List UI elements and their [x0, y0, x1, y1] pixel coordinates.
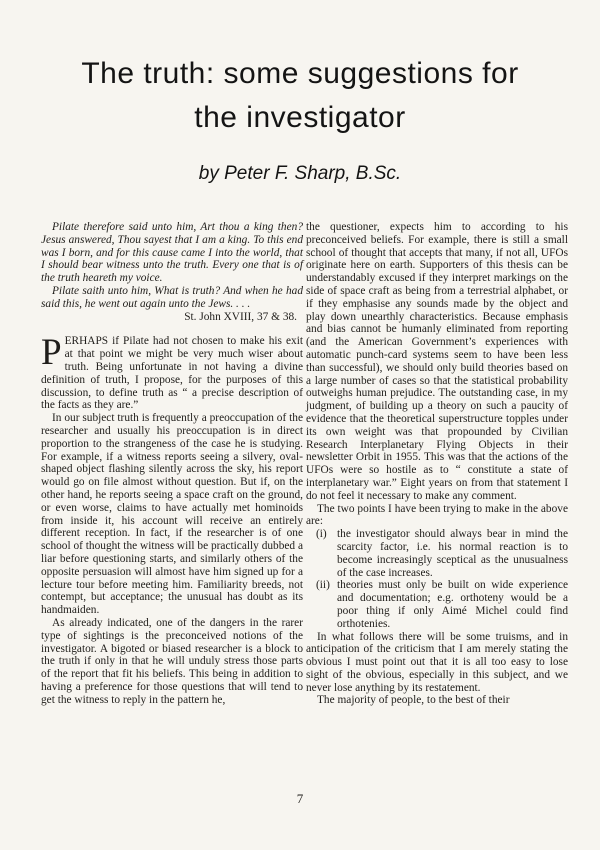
right-column [306, 221, 568, 707]
opening-paragraph-text: ERHAPS if Pilate had not chosen to make his exit at that point we might be very much wiser about truth. Being unfortunate in not having a divine definition of truth, I propose, for the purposes of this discussion, to define truth as “ a precise description of the facts as they are.” [41, 335, 303, 412]
list-item-text: the investigator should always bear in mind the scarcity factor, i.e. his normal reaction is to become increasingly sceptical as the unusualness of the case increases. [337, 528, 568, 579]
opening-paragraph [41, 332, 303, 412]
article-title [0, 52, 600, 140]
list-item-text: theories must only be built on wide experience and documentation; e.g. orthoteny would be a poor thing if only Aimé Michel could find orthotenies. [337, 579, 568, 630]
title-line-2: the investigator [194, 101, 406, 134]
body-paragraph: The two points I have been trying to make in the above are: [306, 502, 568, 528]
body-paragraph: As already indicated, one of the dangers in the rarer type of sightings is the preconceived notions of the investigator. A bigoted or biased researcher is a block to the truth if only in that he will unduly stress those parts of the report that fit his beliefs. This being in addition to having a preference for those questions that will tend to get the witness to reply in the pattern he, [41, 616, 303, 706]
epigraph-paragraph-2: Pilate saith unto him, What is truth? And when he had said this, he went out again unto the Jews. . . . [41, 284, 303, 310]
points-list [306, 528, 568, 630]
list-item [306, 579, 568, 630]
drop-cap: P [41, 332, 62, 374]
list-item-number: (ii) [316, 579, 330, 592]
left-column [41, 221, 303, 706]
title-line-1: The truth: some suggestions for [81, 57, 519, 90]
body-paragraph: the questioner, expects him to according to his preconceived beliefs. For example, there is still a small school of thought that accepts that many, if not all, UFOs originate here on earth. Supporters of this thesis can be understandably excused if they interpret markings on the side of space craft as being from a terrestrial alphabet, or if they emphasise any sounds made by the object and play down unearthly characteristics. Because emphasis and bias cannot be humanly eliminated from reporting (and the American Government’s experiences with automatic punch-card systems seem to have been less than successful), we should only build theories based on a large number of cases so that the statistical probability outweighs human prejudice. The outstanding case, in my judgment, of building up a theory on such a paucity of evidence that the theoretical superstructure topples under its own weight was that propounded by Civilian Research Interplanetary Flying Objects in their newsletter Orbit in 1955. This was that the actions of the UFOs were so hostile as to “ constitute a state of interplanetary war.” Eight years on from that statement I do not feel it necessary to make any comment. [306, 221, 568, 502]
section-gap [41, 323, 303, 335]
list-item [306, 528, 568, 579]
epigraph-paragraph-1: Pilate therefore said unto him, Art thou a king then? Jesus answered, Thou sayest that I am a king. To this end was I born, and for this cause came I into the world, that I should bear witness unto the truth. Every one that is of the truth heareth my voice. [41, 221, 303, 285]
article-byline: by Peter F. Sharp, B.Sc. [198, 163, 402, 184]
page-number: 7 [296, 791, 304, 806]
body-paragraph: In what follows there will be some truisms, and in anticipation of the criticism that I am merely stating the obvious I must point out that it is all too easy to lose sight of the obvious, especially in this subject, and we never lose anything by its restatement. [306, 630, 568, 694]
list-item-number: (i) [316, 528, 327, 541]
body-paragraph: In our subject truth is frequently a preoccupation of the researcher and usually his preoccupation is in direct proportion to the strangeness of the case he is studying. For example, if a witness reports seeing a silvery, oval-shaped object flashing silently across the sky, his report would go on file almost without question. But if, on the other hand, he reports seeing a space craft on the ground, or even worse, claims to have actually met hominoids from inside it, his account will receive an entirely different reception. In fact, if the researcher is of one school of thought the witness will be practically dubbed a liar before questioning starts, and similarly others of the opposite persuasion will almost have him signed up for a lecture tour before meeting him. Familiarity breeds, not contempt, but acceptance; the unusual has doubt as its handmaiden. [41, 412, 303, 617]
epigraph-citation: St. John XVIII, 37 & 38. [184, 310, 297, 323]
body-paragraph: The majority of people, to the best of their [317, 694, 510, 707]
